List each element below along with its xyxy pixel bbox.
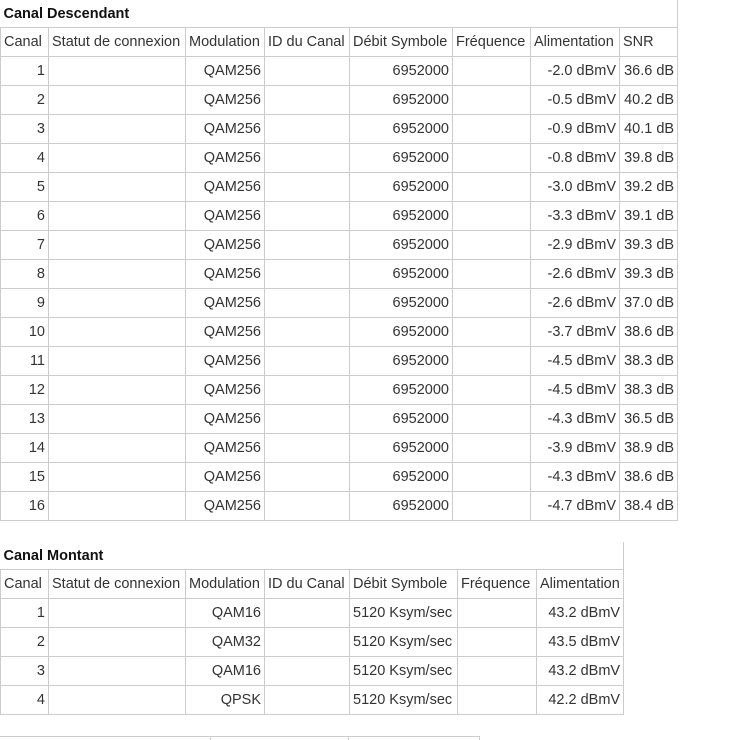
cell-power: -4.3 dBmV — [531, 463, 620, 492]
cell-channel-id — [265, 86, 350, 115]
cell-frequency — [453, 492, 531, 521]
cell-modulation: QAM256 — [186, 289, 265, 318]
upstream-rows — [1, 599, 624, 715]
cell-modulation: QAM256 — [186, 57, 265, 86]
cell-frequency — [453, 347, 531, 376]
cell-channel-id — [265, 492, 350, 521]
cell-modulation: QAM256 — [186, 492, 265, 521]
cell-status — [49, 231, 186, 260]
cell-frequency — [458, 657, 537, 686]
cell-snr: 40.1 dB — [620, 115, 678, 144]
cell-snr: 36.6 dB — [620, 57, 678, 86]
cell-frequency — [458, 599, 537, 628]
cell-status — [49, 463, 186, 492]
cell-channel-id — [265, 347, 350, 376]
table-row — [1, 405, 678, 434]
table-row — [1, 231, 678, 260]
cell-channel-id — [265, 405, 350, 434]
cell-channel-id — [265, 144, 350, 173]
cell-snr: 38.6 dB — [620, 463, 678, 492]
cell-snr: 38.6 dB — [620, 318, 678, 347]
cell-power: -4.3 dBmV — [531, 405, 620, 434]
cell-channel: 6 — [1, 202, 49, 231]
table-row — [1, 463, 678, 492]
cell-channel: 4 — [1, 686, 49, 715]
cell-modulation: QAM16 — [186, 599, 265, 628]
cell-modulation: QAM16 — [186, 657, 265, 686]
table-row — [1, 260, 678, 289]
column-header-modulation: Modulation — [186, 570, 265, 599]
cell-modulation: QAM256 — [186, 260, 265, 289]
cell-modulation: QAM256 — [186, 376, 265, 405]
cell-frequency — [453, 405, 531, 434]
cell-snr: 37.0 dB — [620, 289, 678, 318]
cell-modulation: QAM256 — [186, 463, 265, 492]
cell-channel: 2 — [1, 628, 49, 657]
cell-channel-id — [265, 434, 350, 463]
cell-power: -3.3 dBmV — [531, 202, 620, 231]
cell-symbol-rate: 5120 Ksym/sec — [350, 657, 458, 686]
cell-frequency — [453, 202, 531, 231]
cell-power: -4.7 dBmV — [531, 492, 620, 521]
cell-frequency — [453, 86, 531, 115]
cell-frequency — [453, 289, 531, 318]
cell-channel: 15 — [1, 463, 49, 492]
cell-channel-id — [265, 657, 350, 686]
cell-modulation: QAM256 — [186, 405, 265, 434]
cell-frequency — [453, 57, 531, 86]
cell-power: -2.0 dBmV — [531, 57, 620, 86]
cell-channel-id — [265, 289, 350, 318]
cell-channel: 3 — [1, 115, 49, 144]
column-header-power: Alimentation — [537, 570, 624, 599]
upstream-header-row — [1, 570, 624, 599]
cell-channel: 9 — [1, 289, 49, 318]
cell-power: -3.7 dBmV — [531, 318, 620, 347]
cell-symbol-rate: 6952000 — [350, 260, 453, 289]
downstream-title: Canal Descendant — [1, 0, 678, 28]
cell-channel: 8 — [1, 260, 49, 289]
cell-status — [49, 173, 186, 202]
cell-status — [49, 599, 186, 628]
cell-frequency — [453, 231, 531, 260]
upstream-title: Canal Montant — [1, 542, 624, 570]
cell-channel: 12 — [1, 376, 49, 405]
cell-symbol-rate: 6952000 — [350, 86, 453, 115]
cell-channel-id — [265, 57, 350, 86]
cell-frequency — [453, 318, 531, 347]
cell-status — [49, 405, 186, 434]
column-header-channel-id: ID du Canal — [265, 28, 350, 57]
cell-symbol-rate: 6952000 — [350, 173, 453, 202]
cell-channel: 3 — [1, 657, 49, 686]
column-header-power: Alimentation — [531, 28, 620, 57]
column-header-symbol-rate: Débit Symbole — [350, 570, 458, 599]
cell-symbol-rate: 6952000 — [350, 434, 453, 463]
column-header-frequency: Fréquence — [453, 28, 531, 57]
cell-symbol-rate: 6952000 — [350, 405, 453, 434]
cell-modulation: QAM256 — [186, 231, 265, 260]
table-row — [1, 318, 678, 347]
cell-modulation: QAM256 — [186, 86, 265, 115]
cell-snr: 39.2 dB — [620, 173, 678, 202]
cell-status — [49, 144, 186, 173]
cell-snr: 39.3 dB — [620, 231, 678, 260]
table-row — [1, 376, 678, 405]
cell-channel-id — [265, 599, 350, 628]
cell-modulation: QAM256 — [186, 144, 265, 173]
cell-channel-id — [265, 115, 350, 144]
column-header-frequency: Fréquence — [458, 570, 537, 599]
table-row — [1, 173, 678, 202]
table-row — [1, 57, 678, 86]
cell-symbol-rate: 5120 Ksym/sec — [350, 599, 458, 628]
cell-frequency — [453, 260, 531, 289]
cell-symbol-rate: 5120 Ksym/sec — [350, 628, 458, 657]
cell-modulation: QAM256 — [186, 347, 265, 376]
cell-status — [49, 657, 186, 686]
cell-channel-id — [265, 202, 350, 231]
cell-status — [49, 376, 186, 405]
cell-power: 43.2 dBmV — [537, 599, 624, 628]
cell-channel: 1 — [1, 599, 49, 628]
cell-channel: 10 — [1, 318, 49, 347]
column-header-channel-id: ID du Canal — [265, 570, 350, 599]
column-header-channel: Canal — [1, 28, 49, 57]
cell-power: -3.9 dBmV — [531, 434, 620, 463]
table-row — [1, 202, 678, 231]
cell-status — [49, 434, 186, 463]
cell-symbol-rate: 6952000 — [350, 463, 453, 492]
table-row — [1, 628, 624, 657]
cell-channel-id — [265, 686, 350, 715]
cell-channel: 7 — [1, 231, 49, 260]
cell-symbol-rate: 6952000 — [350, 57, 453, 86]
cell-snr: 36.5 dB — [620, 405, 678, 434]
cell-symbol-rate: 6952000 — [350, 289, 453, 318]
column-header-channel: Canal — [1, 570, 49, 599]
cell-snr: 40.2 dB — [620, 86, 678, 115]
cell-symbol-rate: 5120 Ksym/sec — [350, 686, 458, 715]
column-header-symbol-rate: Débit Symbole — [350, 28, 453, 57]
cell-status — [49, 318, 186, 347]
cell-frequency — [453, 434, 531, 463]
cell-modulation: QAM256 — [186, 434, 265, 463]
cell-channel-id — [265, 463, 350, 492]
cell-snr: 39.3 dB — [620, 260, 678, 289]
cell-channel: 16 — [1, 492, 49, 521]
cell-frequency — [453, 144, 531, 173]
cell-power: 43.2 dBmV — [537, 657, 624, 686]
table-row — [1, 144, 678, 173]
cell-symbol-rate: 6952000 — [350, 376, 453, 405]
cell-symbol-rate: 6952000 — [350, 202, 453, 231]
column-header-snr: SNR — [620, 28, 678, 57]
table-row — [1, 115, 678, 144]
cell-snr: 38.3 dB — [620, 376, 678, 405]
table-row — [1, 86, 678, 115]
cell-symbol-rate: 6952000 — [350, 231, 453, 260]
table-row — [1, 347, 678, 376]
cell-frequency — [453, 173, 531, 202]
cell-status — [49, 686, 186, 715]
cell-power: -0.9 dBmV — [531, 115, 620, 144]
table-row — [1, 657, 624, 686]
cell-channel: 4 — [1, 144, 49, 173]
downstream-rows — [1, 57, 678, 521]
downstream-header-row — [1, 28, 678, 57]
table-row — [1, 492, 678, 521]
cell-status — [49, 260, 186, 289]
cell-power: -0.8 dBmV — [531, 144, 620, 173]
cell-symbol-rate: 6952000 — [350, 347, 453, 376]
cell-power: 42.2 dBmV — [537, 686, 624, 715]
cell-power: -0.5 dBmV — [531, 86, 620, 115]
cell-status — [49, 289, 186, 318]
cell-channel: 5 — [1, 173, 49, 202]
column-header-status: Statut de connexion — [49, 28, 186, 57]
table-row — [1, 599, 624, 628]
column-header-status: Statut de connexion — [49, 570, 186, 599]
cell-status — [49, 57, 186, 86]
table-row — [1, 686, 624, 715]
upstream-channel-table — [0, 542, 624, 715]
table-row — [1, 434, 678, 463]
cell-symbol-rate: 6952000 — [350, 115, 453, 144]
cell-power: -3.0 dBmV — [531, 173, 620, 202]
cell-power: -4.5 dBmV — [531, 347, 620, 376]
cell-channel-id — [265, 376, 350, 405]
cell-modulation: QAM256 — [186, 318, 265, 347]
cell-status — [49, 202, 186, 231]
cell-power: -2.6 dBmV — [531, 260, 620, 289]
cell-modulation: QAM256 — [186, 202, 265, 231]
cell-channel: 2 — [1, 86, 49, 115]
cell-channel-id — [265, 173, 350, 202]
cell-power: -2.9 dBmV — [531, 231, 620, 260]
cell-frequency — [453, 376, 531, 405]
cell-status — [49, 115, 186, 144]
next-table-edge — [0, 736, 480, 740]
cell-channel: 13 — [1, 405, 49, 434]
cell-power: 43.5 dBmV — [537, 628, 624, 657]
cell-frequency — [458, 686, 537, 715]
cell-power: -2.6 dBmV — [531, 289, 620, 318]
cell-status — [49, 628, 186, 657]
cell-symbol-rate: 6952000 — [350, 492, 453, 521]
cell-channel-id — [265, 260, 350, 289]
cell-frequency — [453, 463, 531, 492]
cell-frequency — [458, 628, 537, 657]
cell-channel: 14 — [1, 434, 49, 463]
cell-modulation: QAM256 — [186, 115, 265, 144]
cell-modulation: QPSK — [186, 686, 265, 715]
cell-status — [49, 492, 186, 521]
cell-power: -4.5 dBmV — [531, 376, 620, 405]
table-row — [1, 289, 678, 318]
cell-snr: 39.8 dB — [620, 144, 678, 173]
cell-symbol-rate: 6952000 — [350, 318, 453, 347]
cell-modulation: QAM256 — [186, 173, 265, 202]
cell-frequency — [453, 115, 531, 144]
cell-snr: 38.4 dB — [620, 492, 678, 521]
column-header-modulation: Modulation — [186, 28, 265, 57]
cell-status — [49, 347, 186, 376]
cell-channel: 11 — [1, 347, 49, 376]
cell-modulation: QAM32 — [186, 628, 265, 657]
cell-channel: 1 — [1, 57, 49, 86]
cell-snr: 38.9 dB — [620, 434, 678, 463]
cell-channel-id — [265, 628, 350, 657]
cell-status — [49, 86, 186, 115]
cell-symbol-rate: 6952000 — [350, 144, 453, 173]
cell-snr: 39.1 dB — [620, 202, 678, 231]
cell-channel-id — [265, 231, 350, 260]
cell-snr: 38.3 dB — [620, 347, 678, 376]
cell-channel-id — [265, 318, 350, 347]
